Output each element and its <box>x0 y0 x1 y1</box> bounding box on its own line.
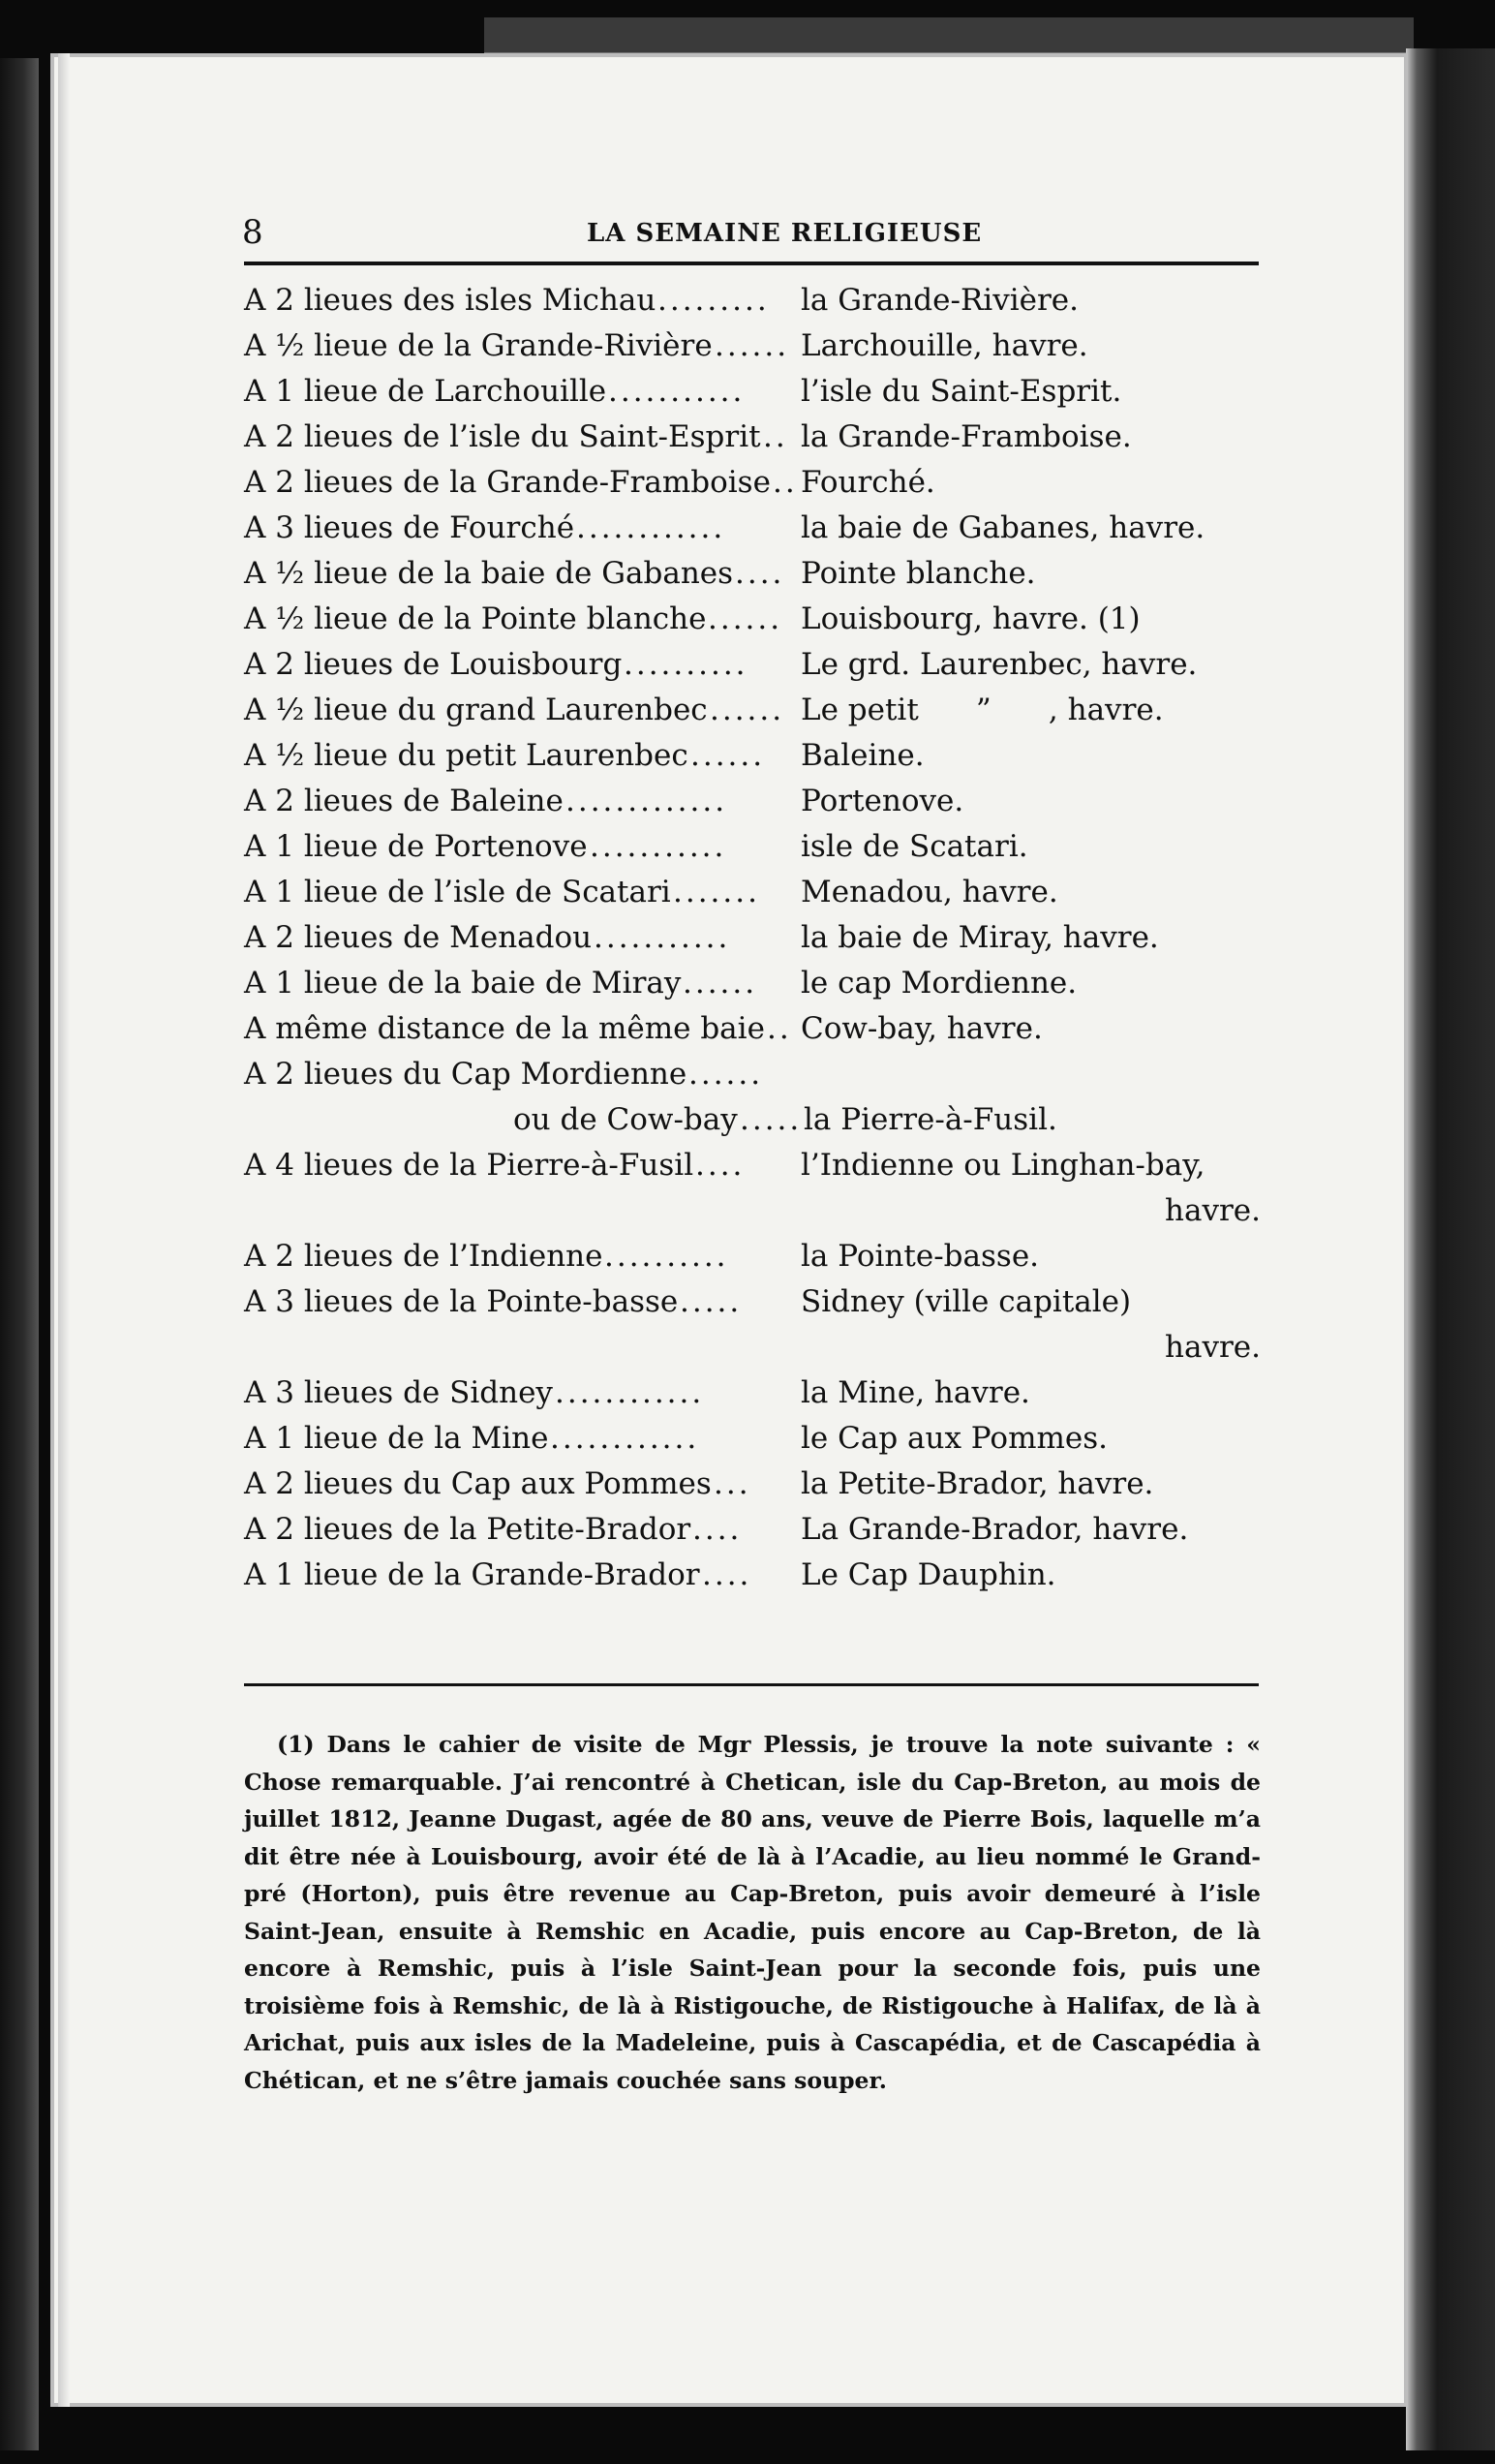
itinerary-row <box>244 465 1270 510</box>
page-left-edge <box>0 58 39 2450</box>
row-leader-dots: ......... <box>657 283 770 318</box>
row-origin: A 2 lieues de l’Indienne <box>244 1239 603 1274</box>
itinerary-row <box>244 1148 1270 1193</box>
page-right-edge <box>1406 48 1495 2450</box>
row-origin: A 2 lieues des isles Michau <box>244 283 656 318</box>
row-leader-dots: ...... <box>715 328 790 363</box>
row-leader-dots: ..... <box>740 1102 803 1137</box>
row-destination: Menadou, havre. <box>801 875 1058 909</box>
row-leader-dots: .... <box>692 1512 743 1547</box>
itinerary-row <box>244 1466 1270 1512</box>
row-leader-dots: ...... <box>710 693 785 727</box>
row-destination: Baleine. <box>801 738 925 773</box>
row-leader-dots: ............ <box>555 1375 705 1410</box>
row-destination: la baie de Miray, havre. <box>801 920 1159 955</box>
row-leader-dots: ... <box>714 1466 751 1501</box>
itinerary-row <box>244 693 1270 738</box>
itinerary-row <box>244 374 1270 419</box>
row-leader-dots: ........... <box>594 920 731 955</box>
row-origin: A 2 lieues de Menadou <box>244 920 593 955</box>
row-origin: A 1 lieue de l’isle de Scatari <box>244 875 671 909</box>
itinerary-row <box>244 647 1270 693</box>
row-leader-dots: ...... <box>690 738 766 773</box>
row-leader-dots: ...... <box>683 966 758 1001</box>
row-origin: A ½ lieue du petit Laurenbec <box>244 738 688 773</box>
footnote <box>244 1726 1261 2099</box>
row-origin: A 1 lieue de la Mine <box>244 1421 549 1456</box>
row-leader-dots: ............. <box>565 784 728 818</box>
itinerary-row <box>244 283 1270 328</box>
film-strip <box>484 17 1414 54</box>
page-header <box>242 213 1259 262</box>
itinerary-row <box>244 1330 1270 1375</box>
row-origin: A 2 lieues du Cap aux Pommes <box>244 1466 712 1501</box>
itinerary-row <box>244 1193 1270 1239</box>
row-origin: A 1 lieue de Portenove <box>244 829 588 864</box>
row-destination: isle de Scatari. <box>801 829 1028 864</box>
footnote-text: (1) Dans le cahier de visite de Mgr Plessis, je trouve la note suivante : « Chose remarquable. J’ai rencontré à Chetican, isle du Cap-Breton, au mois de juillet 1812, Jeanne Dugast, agée de 80 ans, veuve de Pierre Bois, laquelle m’a dit être née à Louisbourg, avoir été de là à l’Acadie, au lieu nommé le Grand-pré (Horton), puis être revenue au Cap-Breton, puis avoir demeuré à l’isle Saint-Jean, ensuite à Remshic en Acadie, puis encore au Cap-Breton, de là encore à Remshic, puis à l’isle Saint-Jean pour la seconde fois, puis une troisième fois à Remshic, de là à Ristigouche, de Ristigouche à Halifax, de là à Arichat, puis aux isles de la Madeleine, puis à Cascapédia, et de Cascapédia à Chétican, et ne s’être jamais couchée sans souper. <box>244 1731 1261 2094</box>
row-leader-dots: .... <box>695 1148 746 1183</box>
itinerary-row <box>244 1102 1270 1148</box>
row-leader-dots: ..... <box>680 1284 743 1319</box>
row-leader-dots: ........... <box>608 374 746 409</box>
row-continuation: havre. <box>1165 1330 1261 1365</box>
row-destination: le cap Mordienne. <box>801 966 1078 1001</box>
itinerary-row <box>244 920 1270 966</box>
header-rule <box>244 262 1259 265</box>
row-origin: A ½ lieue du grand Laurenbec <box>244 693 708 727</box>
itinerary-row <box>244 556 1270 601</box>
itinerary-row <box>244 738 1270 784</box>
row-leader-dots: .. <box>763 419 788 454</box>
itinerary-row <box>244 601 1270 647</box>
row-destination: la Grande-Rivière. <box>801 283 1079 318</box>
row-origin: A ½ lieue de la baie de Gabanes <box>244 556 734 591</box>
row-leader-dots: .... <box>702 1557 752 1592</box>
row-origin: A 2 lieues du Cap Mordienne <box>244 1057 687 1092</box>
row-origin: A même distance de la même baie <box>244 1011 765 1046</box>
row-origin: A 1 lieue de la baie de Miray <box>244 966 682 1001</box>
row-destination: Pointe blanche. <box>801 556 1036 591</box>
row-origin: A 2 lieues de Louisbourg <box>244 647 623 682</box>
row-destination: La Grande-Brador, havre. <box>801 1512 1189 1547</box>
page-number: 8 <box>242 213 263 252</box>
row-destination: Le Cap Dauphin. <box>801 1557 1056 1592</box>
row-origin: A 1 lieue de la Grande-Brador <box>244 1557 700 1592</box>
row-destination: Le petit ” , havre. <box>801 693 1164 727</box>
row-continuation: havre. <box>1165 1193 1261 1228</box>
row-leader-dots: ............ <box>550 1421 700 1456</box>
row-origin: A 2 lieues de la Grande-Framboise <box>244 465 771 500</box>
row-destination: la Pierre-à-Fusil. <box>804 1102 1057 1137</box>
itinerary-row <box>244 1284 1270 1330</box>
itinerary-row <box>244 966 1270 1011</box>
row-origin: A 4 lieues de la Pierre-à-Fusil <box>244 1148 694 1183</box>
itinerary-row <box>244 875 1270 920</box>
row-origin: A 2 lieues de Baleine <box>244 784 564 818</box>
row-origin: A ½ lieue de la Grande-Rivière <box>244 328 713 363</box>
row-destination: Fourché. <box>801 465 935 500</box>
row-leader-dots: ...... <box>708 601 783 636</box>
itinerary-row <box>244 829 1270 875</box>
itinerary-table <box>244 283 1270 1603</box>
row-leader-dots: ...... <box>688 1057 764 1092</box>
row-origin-continuation: ou de Cow-bay <box>513 1102 738 1137</box>
itinerary-row <box>244 784 1270 829</box>
row-leader-dots: .. <box>773 465 798 500</box>
footnote-rule <box>244 1683 1259 1686</box>
row-origin: A ½ lieue de la Pointe blanche <box>244 601 707 636</box>
row-origin: A 1 lieue de Larchouille <box>244 374 607 409</box>
row-destination: l’Indienne ou Linghan-bay, <box>801 1148 1205 1183</box>
row-origin: A 3 lieues de Fourché <box>244 510 575 545</box>
itinerary-row <box>244 1557 1270 1603</box>
row-origin: A 2 lieues de l’isle du Saint-Esprit <box>244 419 761 454</box>
itinerary-row <box>244 510 1270 556</box>
row-destination: Cow-bay, havre. <box>801 1011 1043 1046</box>
row-origin: A 3 lieues de la Pointe-basse <box>244 1284 679 1319</box>
row-leader-dots: .......... <box>624 647 748 682</box>
row-destination: Louisbourg, havre. (1) <box>801 601 1141 636</box>
itinerary-row <box>244 419 1270 465</box>
itinerary-row <box>244 1375 1270 1421</box>
row-leader-dots: .... <box>735 556 785 591</box>
itinerary-row <box>244 1421 1270 1466</box>
row-destination: la baie de Gabanes, havre. <box>801 510 1205 545</box>
row-leader-dots: ........... <box>590 829 727 864</box>
row-destination: la Mine, havre. <box>801 1375 1030 1410</box>
row-destination: Sidney (ville capitale) <box>801 1284 1132 1319</box>
row-origin: A 3 lieues de Sidney <box>244 1375 553 1410</box>
row-destination: la Petite-Brador, havre. <box>801 1466 1154 1501</box>
itinerary-row <box>244 1011 1270 1057</box>
row-destination: la Grande-Framboise. <box>801 419 1132 454</box>
itinerary-row <box>244 1239 1270 1284</box>
row-destination: la Pointe-basse. <box>801 1239 1040 1274</box>
running-title: LA SEMAINE RELIGIEUSE <box>587 219 983 248</box>
row-destination: Portenove. <box>801 784 964 818</box>
row-leader-dots: .......... <box>604 1239 729 1274</box>
itinerary-row <box>244 328 1270 374</box>
row-leader-dots: .. <box>767 1011 792 1046</box>
row-leader-dots: ....... <box>673 875 760 909</box>
itinerary-row <box>244 1057 1270 1102</box>
row-destination: le Cap aux Pommes. <box>801 1421 1108 1456</box>
row-destination: l’isle du Saint-Esprit. <box>801 374 1122 409</box>
row-leader-dots: ............ <box>576 510 726 545</box>
row-destination: Le grd. Laurenbec, havre. <box>801 647 1198 682</box>
row-destination: Larchouille, havre. <box>801 328 1088 363</box>
itinerary-row <box>244 1512 1270 1557</box>
row-origin: A 2 lieues de la Petite-Brador <box>244 1512 691 1547</box>
